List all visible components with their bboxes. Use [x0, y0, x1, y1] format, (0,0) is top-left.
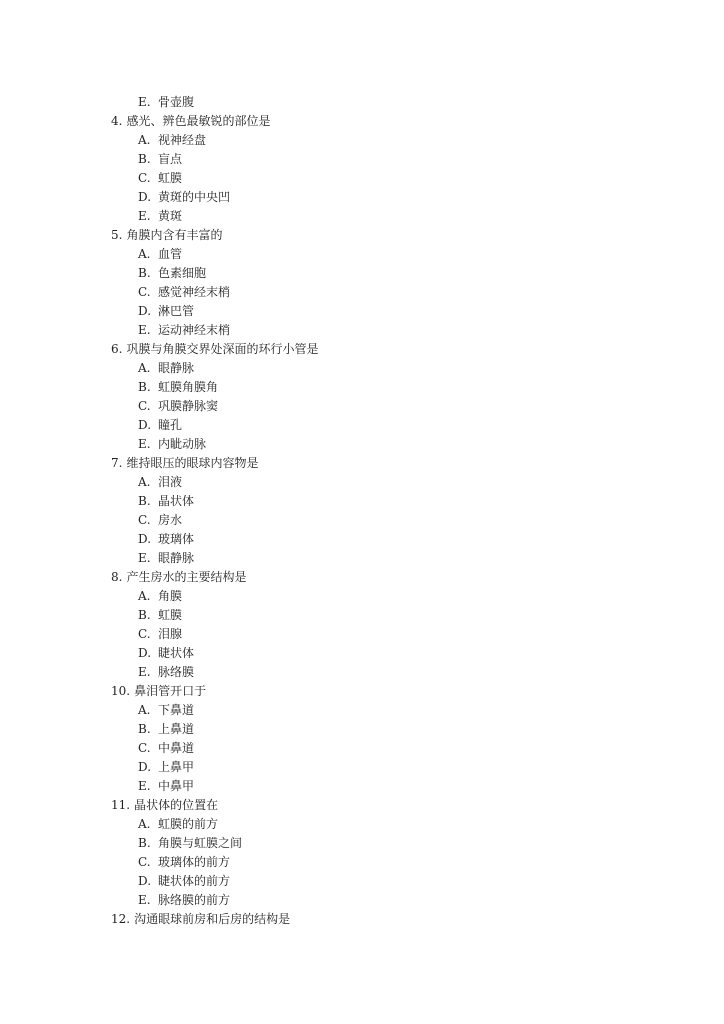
answer-option [0, 169, 724, 188]
option-text: 巩膜静脉窦 [158, 399, 219, 413]
question-text: 沟通眼球前房和后房的结构是 [134, 912, 291, 926]
option-letter: B. [138, 494, 151, 508]
question-stem [0, 682, 724, 701]
option-text: 虹膜角膜角 [158, 380, 219, 394]
question-text: 晶状体的位置在 [134, 798, 219, 812]
document-page [0, 93, 724, 929]
option-letter: B. [138, 836, 151, 850]
question-number: 6. [111, 342, 123, 356]
answer-option [0, 416, 724, 435]
answer-option [0, 131, 724, 150]
option-text: 虹膜 [158, 608, 183, 622]
option-letter: A. [138, 817, 151, 831]
question-text: 感光、辨色最敏锐的部位是 [126, 114, 271, 128]
answer-option [0, 644, 724, 663]
option-letter: A. [138, 361, 151, 375]
answer-option [0, 150, 724, 169]
option-letter: C. [138, 513, 151, 527]
option-letter: E. [138, 95, 151, 109]
option-text: 下鼻道 [158, 703, 195, 717]
answer-option [0, 264, 724, 283]
question-stem [0, 226, 724, 245]
answer-option [0, 549, 724, 568]
option-letter: A. [138, 133, 151, 147]
option-text: 晶状体 [158, 494, 195, 508]
option-text: 色素细胞 [158, 266, 207, 280]
question-number: 8. [111, 570, 123, 584]
option-text: 淋巴管 [158, 304, 195, 318]
answer-option [0, 492, 724, 511]
option-letter: A. [138, 589, 151, 603]
question-text: 巩膜与角膜交界处深面的环行小管是 [126, 342, 319, 356]
option-letter: C. [138, 741, 151, 755]
question-text: 产生房水的主要结构是 [126, 570, 247, 584]
question-number: 7. [111, 456, 123, 470]
option-text: 角膜与虹膜之间 [158, 836, 243, 850]
option-text: 房水 [158, 513, 183, 527]
question-stem [0, 340, 724, 359]
question-text: 鼻泪管开口于 [134, 684, 207, 698]
option-letter: C. [138, 171, 151, 185]
option-letter: A. [138, 703, 151, 717]
answer-option [0, 397, 724, 416]
option-text: 玻璃体的前方 [158, 855, 231, 869]
answer-option [0, 758, 724, 777]
option-text: 中鼻道 [158, 741, 195, 755]
option-letter: E. [138, 665, 151, 679]
option-text: 泪腺 [158, 627, 183, 641]
option-letter: D. [138, 874, 152, 888]
option-letter: C. [138, 285, 151, 299]
answer-option [0, 720, 724, 739]
question-text: 角膜内含有丰富的 [126, 228, 223, 242]
answer-option [0, 777, 724, 796]
option-letter: D. [138, 532, 152, 546]
answer-option [0, 435, 724, 454]
question-stem [0, 112, 724, 131]
question-stem [0, 454, 724, 473]
option-letter: C. [138, 855, 151, 869]
option-letter: E. [138, 551, 151, 565]
question-number: 12. [111, 912, 131, 926]
option-letter: D. [138, 760, 152, 774]
option-text: 中鼻甲 [158, 779, 195, 793]
option-text: 眼静脉 [158, 361, 195, 375]
answer-option [0, 207, 724, 226]
answer-option [0, 606, 724, 625]
option-letter: D. [138, 304, 152, 318]
answer-option [0, 872, 724, 891]
answer-option [0, 530, 724, 549]
option-letter: B. [138, 152, 151, 166]
option-text: 运动神经末梢 [158, 323, 231, 337]
option-text: 内眦动脉 [158, 437, 207, 451]
question-number: 11. [111, 798, 131, 812]
question-list [0, 93, 724, 929]
option-letter: E. [138, 437, 151, 451]
answer-option [0, 378, 724, 397]
option-letter: D. [138, 190, 152, 204]
question-stem [0, 796, 724, 815]
question-number: 10. [111, 684, 131, 698]
answer-option [0, 245, 724, 264]
option-letter: E. [138, 323, 151, 337]
option-text: 眼静脉 [158, 551, 195, 565]
option-letter: B. [138, 266, 151, 280]
option-text: 睫状体 [158, 646, 195, 660]
option-text: 玻璃体 [158, 532, 195, 546]
answer-option [0, 701, 724, 720]
answer-option [0, 663, 724, 682]
option-letter: C. [138, 399, 151, 413]
option-letter: B. [138, 380, 151, 394]
option-text: 泪液 [158, 475, 183, 489]
question-stem [0, 568, 724, 587]
option-text: 脉络膜 [158, 665, 195, 679]
answer-option [0, 321, 724, 340]
option-letter: D. [138, 418, 152, 432]
option-letter: B. [138, 608, 151, 622]
option-letter: E. [138, 893, 151, 907]
option-text: 骨壶腹 [158, 95, 195, 109]
option-text: 上鼻甲 [158, 760, 195, 774]
answer-option [0, 853, 724, 872]
question-stem [0, 910, 724, 929]
option-letter: E. [138, 779, 151, 793]
answer-option [0, 891, 724, 910]
option-text: 虹膜 [158, 171, 183, 185]
answer-option [0, 283, 724, 302]
answer-option [0, 815, 724, 834]
question-text: 维持眼压的眼球内容物是 [126, 456, 259, 470]
answer-option [0, 511, 724, 530]
option-letter: C. [138, 627, 151, 641]
option-letter: B. [138, 722, 151, 736]
option-text: 黄斑 [158, 209, 183, 223]
option-text: 盲点 [158, 152, 183, 166]
answer-option [0, 473, 724, 492]
question-number: 5. [111, 228, 123, 242]
answer-option [0, 359, 724, 378]
answer-option [0, 302, 724, 321]
option-text: 虹膜的前方 [158, 817, 219, 831]
answer-option [0, 188, 724, 207]
option-letter: D. [138, 646, 152, 660]
option-text: 瞳孔 [158, 418, 183, 432]
option-text: 脉络膜的前方 [158, 893, 231, 907]
answer-option [0, 739, 724, 758]
option-text: 黄斑的中央凹 [158, 190, 231, 204]
option-letter: A. [138, 475, 151, 489]
option-letter: A. [138, 247, 151, 261]
option-text: 感觉神经末梢 [158, 285, 231, 299]
option-text: 角膜 [158, 589, 183, 603]
option-text: 上鼻道 [158, 722, 195, 736]
option-text: 血管 [158, 247, 183, 261]
answer-option [0, 834, 724, 853]
option-text: 睫状体的前方 [158, 874, 231, 888]
option-text: 视神经盘 [158, 133, 207, 147]
answer-option [0, 93, 724, 112]
answer-option [0, 625, 724, 644]
answer-option [0, 587, 724, 606]
question-number: 4. [111, 114, 123, 128]
option-letter: E. [138, 209, 151, 223]
